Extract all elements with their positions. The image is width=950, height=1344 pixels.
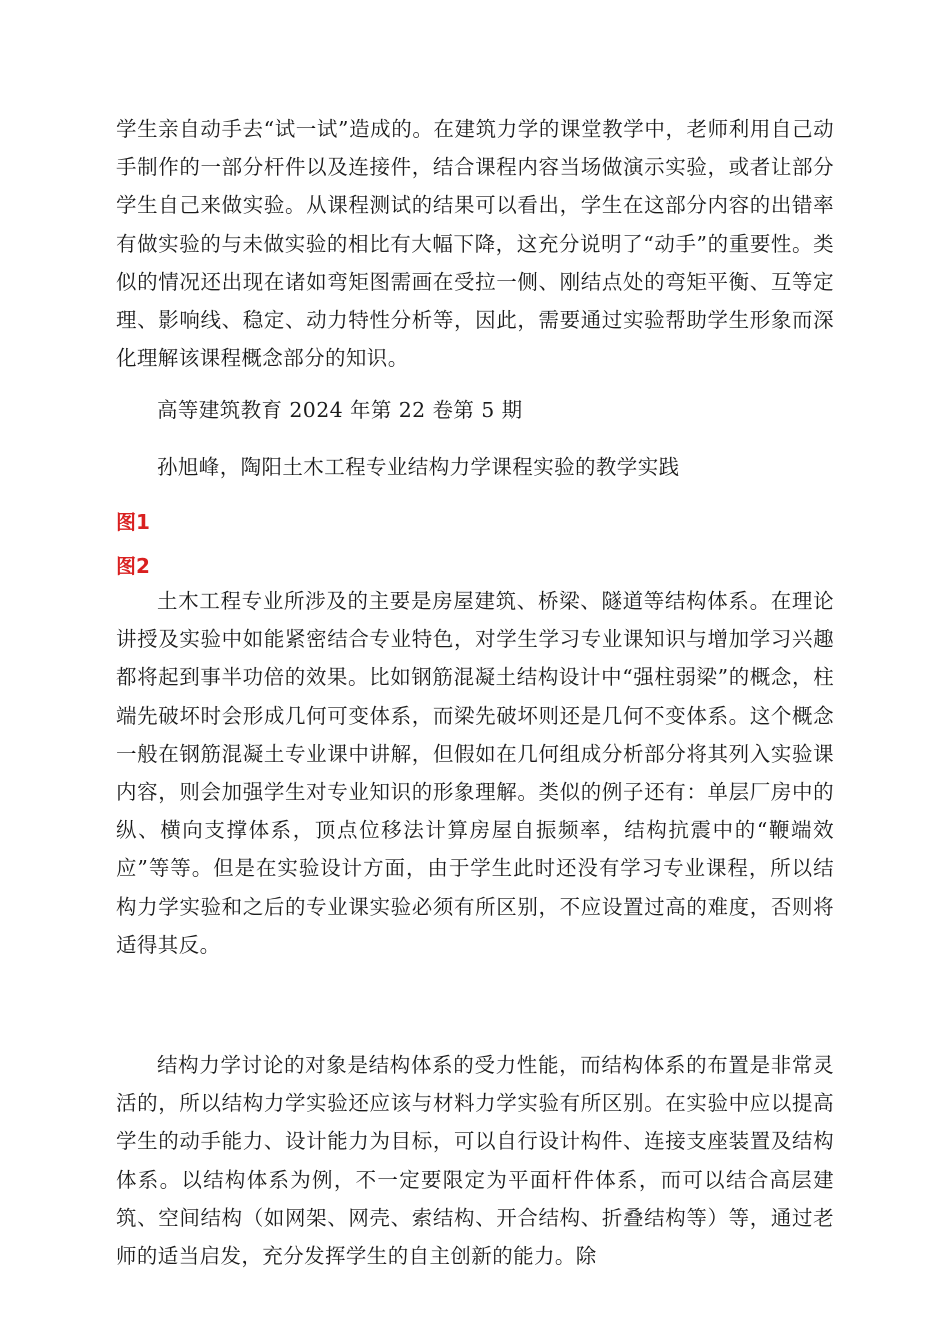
author-title-line: 孙旭峰，陶阳土木工程专业结构力学课程实验的教学实践	[157, 455, 680, 479]
body-paragraph-civil-engineering: 土木工程专业所涉及的主要是房屋建筑、桥梁、隧道等结构体系。在理论讲授及实验中如能紧密结合专业特色，对学生学习专业课知识与增加学习兴趣都将起到事半功倍的效果。比如钢筋混凝土结构设计中“强柱弱梁”的概念，柱端先破坏时会形成几何可变体系，而梁先破坏则还是几何不变体系。这个概念一般在钢筋混凝土专业课中讲解，但假如在几何组成分析部分将其列入实验课内容，则会加强学生对专业知识的形象理解。类似的例子还有：单层厂房中的纵、横向支撑体系，顶点位移法计算房屋自振频率，结构抗震中的“鞭端效应”等等。但是在实验设计方面，由于学生此时还没有学习专业课程，所以结构力学实验和之后的专业课实验必须有所区别，不应设置过高的难度，否则将适得其反。	[116, 589, 834, 957]
figure-2-label: 图2	[116, 554, 150, 578]
body-paragraph-experiment-importance: 学生亲自动手去“试一试”造成的。在建筑力学的课堂教学中，老师利用自己动手制作的一部分杆件以及连接件，结合课程内容当场做演示实验，或者让部分学生自己来做实验。从课程测试的结果可以看出，学生在这部分内容的出错率有做实验的与未做实验的相比有大幅下降，这充分说明了“动手”的重要性。类似的情况还出现在诸如弯矩图需画在受拉一侧、刚结点处的弯矩平衡、互等定理、影响线、稳定、动力特性分析等，因此，需要通过实验帮助学生形象而深化理解该课程概念部分的知识。	[116, 117, 834, 371]
journal-citation: 高等建筑教育 2024 年第 22 卷第 5 期	[157, 398, 523, 422]
body-paragraph-structure-system: 结构力学讨论的对象是结构体系的受力性能，而结构体系的布置是非常灵活的，所以结构力学实验还应该与材料力学实验有所区别。在实验中应以提高学生的动手能力、设计能力为目标，可以自行设计构件、连接支座装置及结构体系。以结构体系为例，不一定要限定为平面杆件体系，而可以结合高层建筑、空间结构（如网架、网壳、索结构、开合结构、折叠结构等）等，通过老师的适当启发，充分发挥学生的自主创新的能力。除	[116, 1053, 834, 1269]
figure-1-label: 图1	[116, 510, 150, 534]
